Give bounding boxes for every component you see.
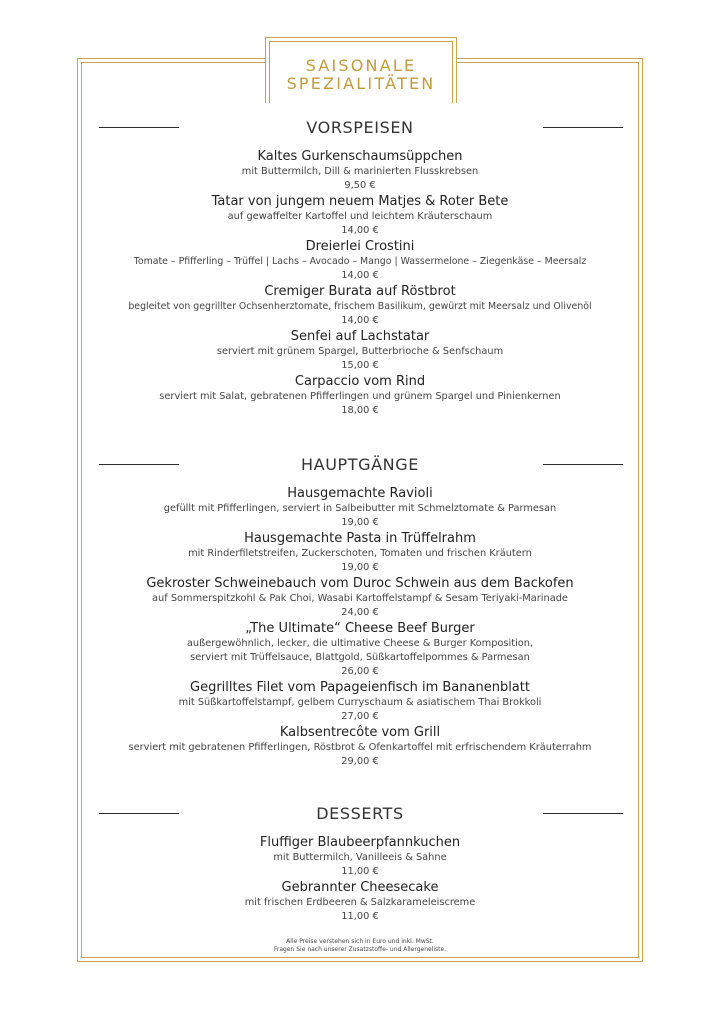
item-name: „The Ultimate“ Cheese Beef Burger [245,621,475,636]
item-description: auf gewaffelter Kartoffel und leichtem Kräuterschaum [227,211,493,222]
item-name: Gebrannter Cheesecake [281,880,439,895]
header-rule-right [543,813,623,814]
item-description: mit Buttermilch, Vanilleeis & Sahne [273,852,447,863]
item-price: 14,00 € [341,225,379,236]
item-price: 18,00 € [341,405,379,416]
menu-item [85,328,635,373]
section-header [85,453,635,477]
section-vorspeisen [85,116,635,418]
menu-title-line-1: SAISONALE [305,56,417,75]
item-description: mit frischen Erdbeeren & Salzkarameleiscreme [244,897,476,908]
item-price: 14,00 € [341,270,379,281]
menu-title-line-2: SPEZIALITÄTEN [286,74,436,93]
item-description: gefüllt mit Pfifferlingen, serviert in Salbeibutter mit Schmelztomate & Parmesan [163,503,557,514]
menu-item [85,148,635,193]
item-price: 15,00 € [341,360,379,371]
item-description: serviert mit grünem Spargel, Butterbrioche & Senfschaum [216,346,504,357]
item-name: Gegrilltes Filet vom Papageienfisch im Bananenblatt [190,680,530,695]
item-name: Kaltes Gurkenschaumsüppchen [257,149,463,164]
section-title: HAUPTGÄNGE [301,455,419,474]
section-title: VORSPEISEN [306,118,414,137]
item-name: Hausgemachte Ravioli [287,486,433,501]
menu-title [265,57,457,93]
item-price: 9,50 € [344,180,376,191]
item-name: Senfei auf Lachstatar [290,329,430,344]
section-desserts [85,802,635,924]
item-price: 14,00 € [341,315,379,326]
item-name: Kalbsentrecôte vom Grill [279,725,441,740]
menu-item [85,575,635,620]
item-price: 27,00 € [341,711,379,722]
item-description: serviert mit Salat, gebratenen Pfifferlingen und grünem Spargel und Pinienkernen [159,391,561,402]
header-rule-right [543,127,623,128]
header-rule-right [543,464,623,465]
item-price: 19,00 € [341,517,379,528]
price-footnote [85,938,635,954]
item-name: Tatar von jungem neuem Matjes & Roter Bete [211,194,509,209]
item-description-line-2: serviert mit Trüffelsauce, Blattgold, Süßkartoffelpommes & Parmesan [190,652,530,663]
item-description: mit Buttermilch, Dill & marinierten Flusskrebsen [241,166,479,177]
section-title: DESSERTS [316,804,404,823]
menu-item [85,238,635,283]
menu-item [85,620,635,679]
item-description: serviert mit gebratenen Pfifferlingen, Röstbrot & Ofenkartoffel mit erfrischendem Kräuterrahm [128,742,592,753]
item-name: Dreierlei Crostini [305,239,415,254]
menu-item [85,193,635,238]
item-name: Carpaccio vom Rind [294,374,426,389]
item-description: mit Rinderfiletstreifen, Zuckerschoten, Tomaten und frischen Kräutern [188,548,532,559]
item-price: 24,00 € [341,607,379,618]
menu-item [85,530,635,575]
header-rule-left [99,813,179,814]
item-name: Gekroster Schweinebauch vom Duroc Schwein aus dem Backofen [146,576,574,591]
menu-item [85,834,635,879]
menu-item [85,283,635,328]
item-description: auf Sommerspitzkohl & Pak Choi, Wasabi Kartoffelstampf & Sesam Teriyaki-Marinade [152,593,568,604]
menu-item [85,724,635,769]
footnote-line-1: Alle Preise verstehen sich in Euro und inkl. MwSt. [286,938,434,945]
section-header [85,116,635,140]
item-price: 11,00 € [341,911,379,922]
header-rule-left [99,127,179,128]
item-name: Fluffiger Blaubeerpfannkuchen [259,835,461,850]
item-description: Tomate – Pfifferling – Trüffel | Lachs – Avocado – Mango | Wassermelone – Ziegenkäse – Meersalz [133,256,587,267]
item-name: Hausgemachte Pasta in Trüffelrahm [244,531,476,546]
item-price: 29,00 € [341,756,379,767]
item-description: außergewöhnlich, lecker, die ultimative Cheese & Burger Komposition, [186,638,534,649]
menu-item [85,373,635,418]
item-price: 19,00 € [341,562,379,573]
header-rule-left [99,464,179,465]
menu-item [85,485,635,530]
section-hauptgaenge [85,453,635,769]
item-price: 11,00 € [341,866,379,877]
item-name: Cremiger Burata auf Röstbrot [264,284,456,299]
menu-item [85,679,635,724]
menu-item [85,879,635,924]
item-price: 26,00 € [341,666,379,677]
section-header [85,802,635,826]
item-description: begleitet von gegrillter Ochsenherztomate, frischem Basilikum, gewürzt mit Meersalz und Olivenöl [128,301,592,312]
footnote-line-2: Fragen Sie nach unserer Zusatzstoffe- und Allergeneliste. [273,946,447,953]
item-description: mit Süßkartoffelstampf, gelbem Curryschaum & asiatischem Thai Brokkoli [178,697,542,708]
